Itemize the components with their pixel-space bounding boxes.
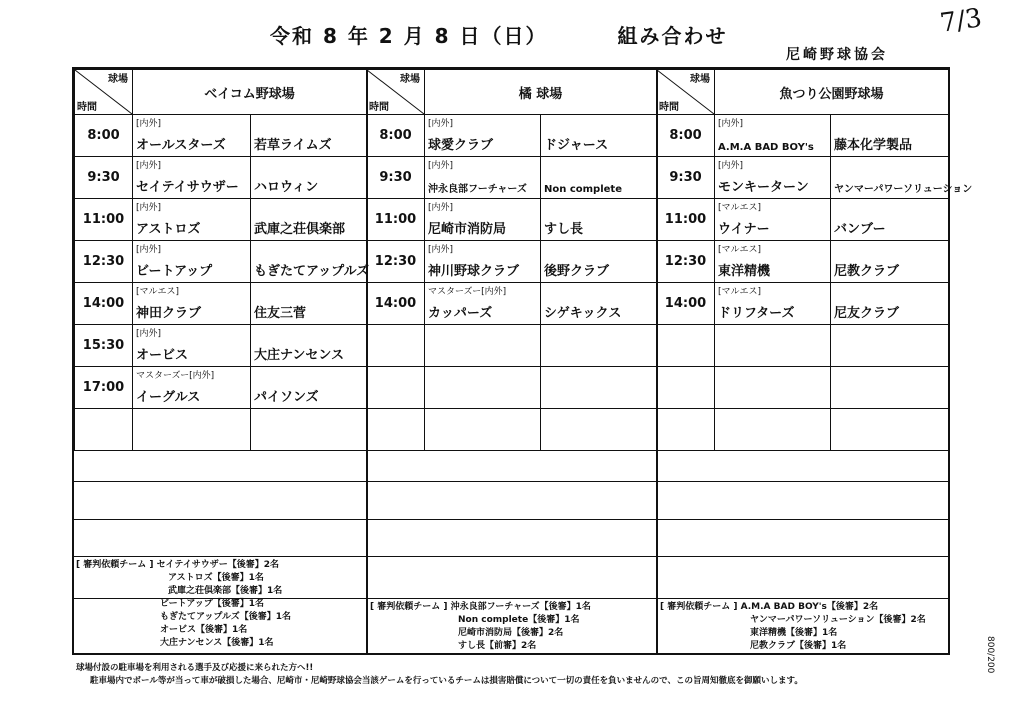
away-team: Non complete (544, 184, 622, 195)
home-team: 尼崎市消防局 (428, 222, 507, 237)
blank-row-line (74, 519, 948, 520)
home-team: ウイナー (718, 222, 770, 237)
home-team: セイテイサウザー (136, 180, 239, 195)
parking-notice-title: 球場付設の駐車場を利用される選手及び応援に来られた方へ!! (76, 663, 314, 673)
away-team-cell (251, 199, 367, 241)
home-team-cell (425, 409, 541, 451)
schedule-sheet (72, 67, 973, 655)
header-corner (367, 70, 425, 115)
home-team-cell (133, 283, 251, 325)
schedule-row (75, 241, 367, 283)
league-tag: [内外] (428, 119, 454, 129)
venue-name: 魚つり公園野球場 (715, 70, 949, 115)
league-tag: [マルエス] (718, 245, 762, 255)
schedule-row (367, 409, 657, 451)
home-team: A.M.A BAD BOY's (718, 142, 814, 153)
referee-entry: 東洋精機【後審】1名 (750, 628, 838, 638)
away-team-cell (831, 157, 973, 199)
header-corner (657, 70, 715, 115)
away-team-cell (251, 241, 370, 283)
association-name: 尼崎野球協会 (786, 47, 888, 63)
schedule-row (657, 283, 949, 325)
time-cell: 14:00 (367, 283, 425, 325)
away-team: もぎたてアップルズ (254, 264, 370, 279)
referee-entry: 尼崎市消防局【後審】2名 (458, 628, 564, 638)
league-tag: [内外] (136, 161, 162, 171)
home-team: ビートアップ (136, 264, 213, 279)
time-cell (657, 367, 715, 409)
referee-entry: 大庄ナンセンス【後審】1名 (160, 638, 274, 648)
away-team-cell (251, 283, 367, 325)
away-team: ヤンマーパワーソリューション (834, 184, 973, 195)
schedule-row (367, 199, 657, 241)
schedule-row (657, 409, 949, 451)
blank-row-line (74, 556, 948, 557)
referee-list-uotsuri (660, 601, 926, 653)
home-team-cell (715, 199, 831, 241)
home-team: アストロズ (136, 222, 201, 237)
home-team-cell (425, 115, 541, 157)
time-cell (657, 325, 715, 367)
parking-notice-body: 駐車場内でボール等が当って車が破損した場合、尼崎市・尼崎野球協会当該ゲームを行っているチームは損害賠償について一切の責任を負いませんので、この旨周知徹底を御願いします。 (90, 676, 803, 686)
away-team: 大庄ナンセンス (254, 348, 344, 363)
time-label: 時間 (77, 102, 97, 113)
away-team: 尼教クラブ (834, 264, 900, 279)
league-tag: マスターズー[内外] (136, 371, 215, 381)
time-cell (367, 367, 425, 409)
schedule-row (367, 241, 657, 283)
time-cell: 11:00 (367, 199, 425, 241)
away-team: パイソンズ (254, 390, 319, 405)
away-team: 住友三菅 (254, 306, 307, 321)
schedule-row (657, 241, 949, 283)
schedule-row (75, 367, 367, 409)
away-team-cell (541, 199, 657, 241)
time-cell: 9:30 (657, 157, 715, 199)
away-team: 武庫之荘倶楽部 (254, 222, 346, 237)
time-cell: 17:00 (75, 367, 133, 409)
home-team-cell (133, 241, 251, 283)
time-cell: 15:30 (75, 325, 133, 367)
away-team-cell (831, 325, 949, 367)
home-team: オービス (136, 348, 189, 363)
away-team-cell (831, 409, 949, 451)
league-tag: [内外] (718, 161, 744, 171)
schedule-row (657, 325, 949, 367)
home-team-cell (715, 115, 831, 157)
schedule-row (75, 283, 367, 325)
away-team: ドジャース (544, 138, 609, 153)
home-team-cell (425, 157, 541, 199)
home-team: 球愛クラブ (428, 138, 494, 153)
time-cell: 8:00 (657, 115, 715, 157)
header-corner (75, 70, 133, 115)
schedule-row (657, 367, 949, 409)
field-label: 球場 (400, 74, 420, 85)
time-cell: 12:30 (75, 241, 133, 283)
fax-mark: 800/200 (985, 636, 995, 674)
away-team: 若草ライムズ (254, 138, 332, 153)
schedule-row (75, 199, 367, 241)
referee-entry: もぎたてアップルズ【後審】1名 (160, 612, 292, 622)
away-team: ハロウィン (254, 180, 319, 195)
home-team: モンキーターン (718, 180, 809, 195)
away-team-cell (251, 409, 367, 451)
schedule-row (75, 115, 367, 157)
time-cell: 11:00 (75, 199, 133, 241)
schedule-row (75, 409, 367, 451)
schedule-row (367, 115, 657, 157)
referee-list-tachibana (370, 601, 591, 653)
time-cell: 9:30 (367, 157, 425, 199)
schedule-row (367, 367, 657, 409)
venue-grid (656, 69, 973, 451)
schedule-row (367, 325, 657, 367)
home-team: 東洋精機 (718, 264, 771, 279)
time-cell (367, 409, 425, 451)
league-tag: マスターズー[内外] (428, 287, 507, 297)
venue-grid (74, 69, 370, 451)
column-divider (656, 69, 658, 653)
away-team-cell (541, 409, 657, 451)
home-team: 神田クラブ (136, 306, 202, 321)
home-team-cell (715, 241, 831, 283)
league-tag: [内外] (136, 245, 162, 255)
time-cell (367, 325, 425, 367)
schedule-row (75, 157, 367, 199)
away-team: 藤本化学製品 (834, 138, 913, 153)
away-team: 尼友クラブ (834, 306, 900, 321)
away-team: 後野クラブ (544, 264, 610, 279)
schedule-row (657, 199, 949, 241)
field-label: 球場 (690, 74, 710, 85)
away-team-cell (831, 199, 949, 241)
referee-entry: 武庫之荘倶楽部【後審】1名 (168, 586, 283, 596)
home-team-cell (425, 283, 541, 325)
home-team-cell (425, 241, 541, 283)
away-team: バンブー (834, 222, 886, 237)
home-team: オールスターズ (136, 138, 226, 153)
referee-entry: [ 審判依頼チーム ] セイテイサウザー【後審】2名 (76, 560, 279, 570)
league-tag: [内外] (428, 203, 454, 213)
venue-name: 橘 球場 (425, 70, 657, 115)
blank-row-line (74, 481, 948, 482)
away-team-cell (541, 325, 657, 367)
home-team: 沖永良部フーチャーズ (428, 184, 527, 195)
home-team-cell (133, 115, 251, 157)
away-team-cell (251, 325, 367, 367)
league-tag: [内外] (136, 329, 162, 339)
away-team-cell (541, 283, 657, 325)
schedule-row (657, 157, 949, 199)
home-team: ドリフターズ (718, 306, 795, 321)
away-team-cell (831, 115, 949, 157)
time-cell: 8:00 (367, 115, 425, 157)
time-label: 時間 (659, 102, 679, 113)
league-tag: [マルエス] (136, 287, 180, 297)
home-team-cell (133, 325, 251, 367)
home-team-cell (425, 367, 541, 409)
league-tag: [マルエス] (718, 203, 762, 213)
home-team-cell (715, 157, 831, 199)
time-cell: 9:30 (75, 157, 133, 199)
league-tag: [マルエス] (718, 287, 762, 297)
home-team-cell (715, 325, 831, 367)
home-team-cell (715, 409, 831, 451)
away-team-cell (831, 241, 949, 283)
away-team-cell (251, 367, 367, 409)
time-label: 時間 (369, 102, 389, 113)
time-cell: 8:00 (75, 115, 133, 157)
away-team-cell (541, 241, 657, 283)
referee-entry: [ 審判依頼チーム ] 沖永良部フーチャーズ【後審】1名 (370, 602, 591, 612)
home-team: イーグルス (136, 390, 201, 405)
home-team-cell (715, 367, 831, 409)
league-tag: [内外] (136, 203, 162, 213)
home-team: 神川野球クラブ (428, 264, 520, 279)
home-team: カッパーズ (428, 306, 493, 321)
referee-entry: ヤンマーパワーソリューション【後審】2名 (750, 615, 926, 625)
away-team-cell (541, 367, 657, 409)
time-cell (75, 409, 133, 451)
referee-entry: オービス【後審】1名 (160, 625, 248, 635)
subtitle: 組み合わせ (617, 24, 728, 48)
referee-entry: アストロズ【後審】1名 (168, 573, 264, 583)
time-cell: 12:30 (657, 241, 715, 283)
time-cell: 11:00 (657, 199, 715, 241)
home-team-cell (133, 199, 251, 241)
schedule-row (367, 283, 657, 325)
time-cell: 12:30 (367, 241, 425, 283)
venue-name: ベイコム野球場 (133, 70, 367, 115)
home-team-cell (425, 325, 541, 367)
page-title (270, 20, 728, 49)
away-team-cell (831, 367, 949, 409)
column-divider (366, 69, 368, 653)
home-team-cell (715, 283, 831, 325)
referee-entry: Non complete【後審】1名 (458, 615, 580, 625)
home-team-cell (133, 367, 251, 409)
schedule-row (75, 325, 367, 367)
home-team-cell (133, 409, 251, 451)
league-tag: [内外] (428, 161, 454, 171)
venue-grid (366, 69, 657, 451)
away-team-cell (541, 157, 657, 199)
schedule-row (367, 157, 657, 199)
away-team-cell (541, 115, 657, 157)
time-cell: 14:00 (657, 283, 715, 325)
away-team: すし長 (544, 222, 584, 237)
referee-entry: すし長【前審】2名 (458, 641, 537, 651)
home-team-cell (133, 157, 251, 199)
time-cell: 14:00 (75, 283, 133, 325)
date-title: 令和 8 年 2 月 8 日（日） (270, 24, 548, 48)
away-team-cell (251, 115, 367, 157)
field-label: 球場 (108, 74, 128, 85)
league-tag: [内外] (718, 119, 744, 129)
time-cell (657, 409, 715, 451)
away-team-cell (831, 283, 949, 325)
handwritten-note: 7/3 (938, 3, 984, 39)
referee-entry: ビートアップ【後審】1名 (160, 599, 265, 609)
referee-entry: 尼教クラブ【後審】1名 (750, 641, 847, 651)
schedule-row (657, 115, 949, 157)
away-team-cell (251, 157, 367, 199)
referee-list-beicom (76, 559, 291, 650)
away-team: シゲキックス (544, 306, 622, 321)
league-tag: [内外] (428, 245, 454, 255)
referee-entry: [ 審判依頼チーム ] A.M.A BAD BOY's【後審】2名 (660, 602, 879, 612)
home-team-cell (425, 199, 541, 241)
league-tag: [内外] (136, 119, 162, 129)
